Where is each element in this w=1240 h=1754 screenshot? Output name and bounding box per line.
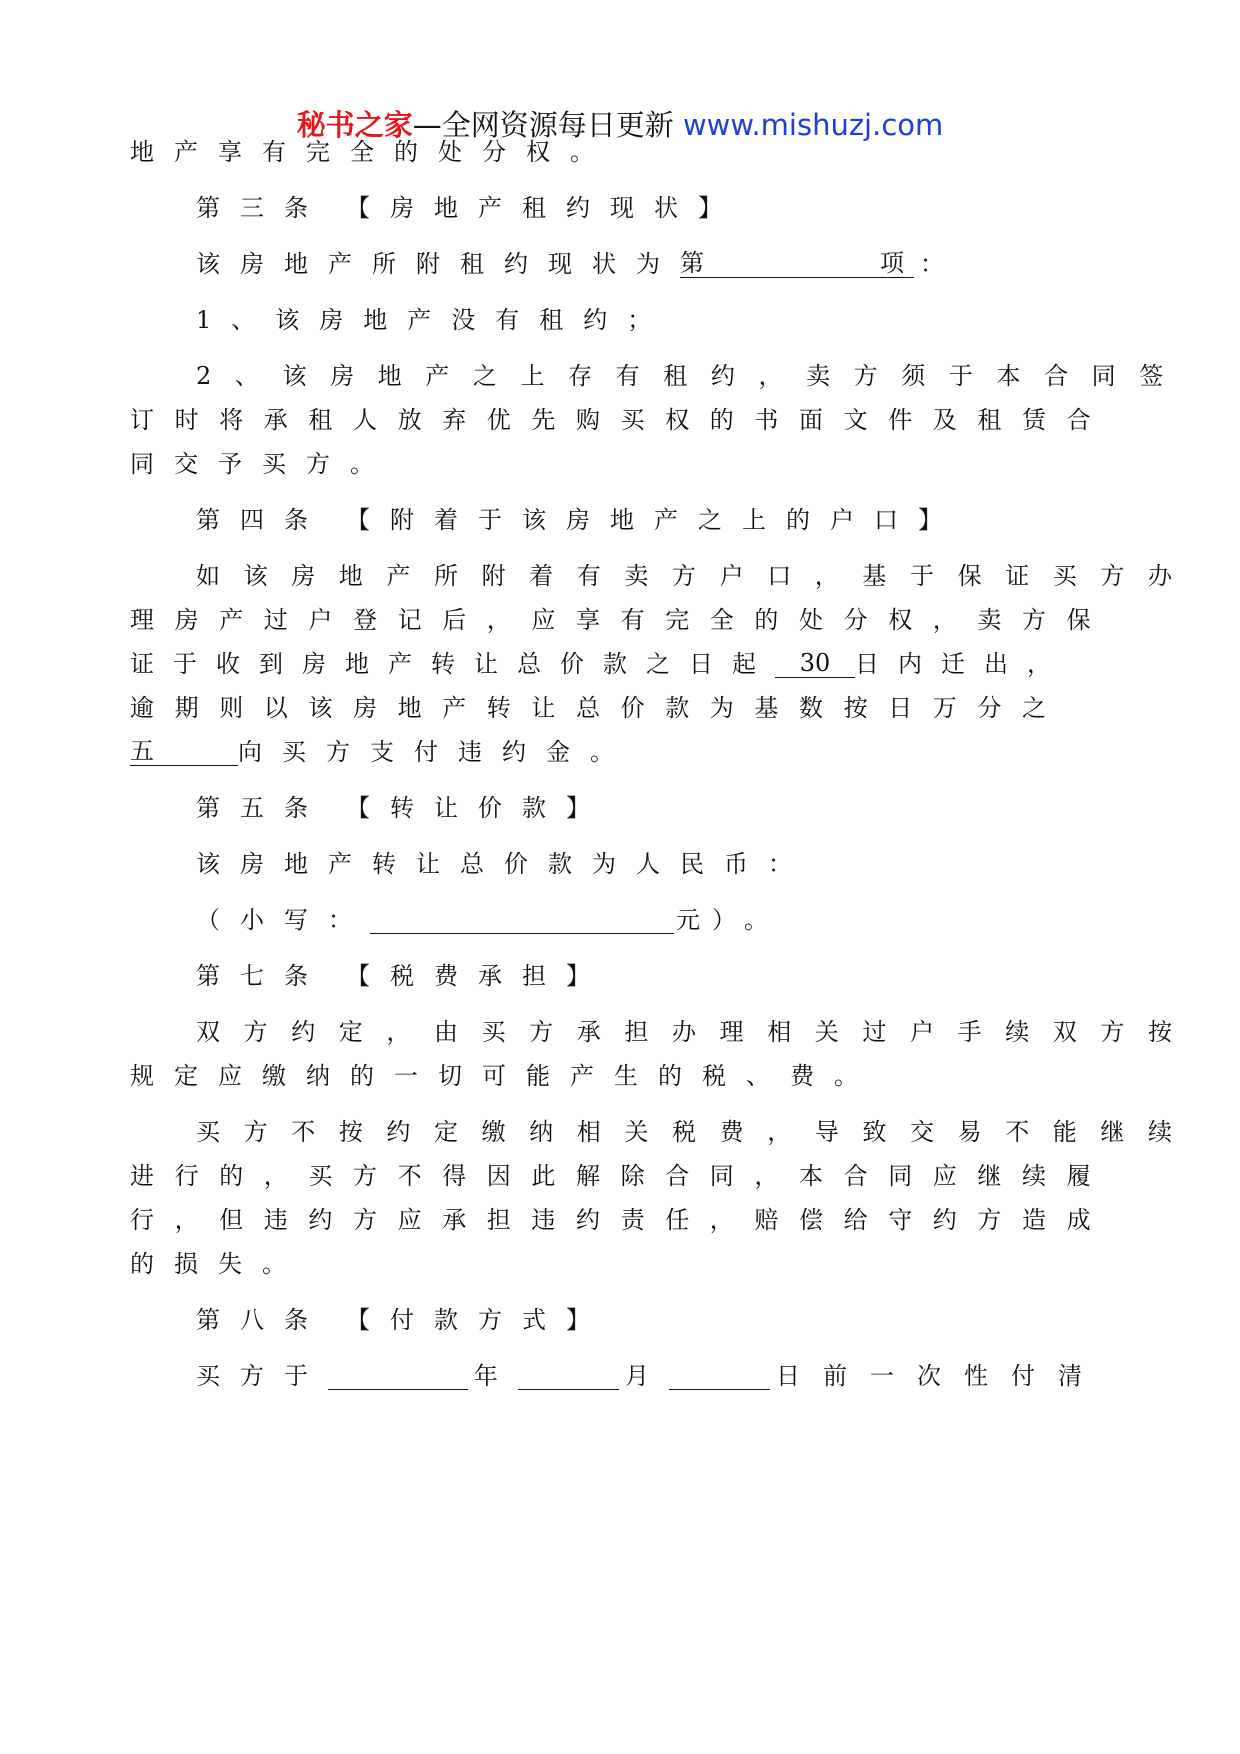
paragraph-line: 进行的，买方不得因此解除合同，本合同应继续履 (130, 1162, 1112, 1190)
blank-prefix: 第 (680, 249, 704, 277)
article-5-heading (196, 788, 1105, 828)
paragraph-line: 订时将承租人放弃优先购买权的书面文件及租赁合 (130, 406, 1112, 434)
article-number: 第四条 (196, 506, 328, 534)
fill-in-blank-year[interactable] (328, 1362, 468, 1390)
paragraph-line: 该房地产转让总价款为人民币： (196, 850, 812, 878)
article-8-heading (196, 1300, 1105, 1340)
paragraph-line: 双方约定，由买方承担办理相关过户手续双方按 (196, 1018, 1196, 1046)
fill-in-blank-days[interactable]: 30 (775, 650, 855, 678)
line-text: 年 (473, 1362, 518, 1390)
brand-name: 秘书之家 (296, 108, 413, 142)
article-number: 第五条 (196, 794, 328, 822)
article-7-heading (196, 956, 1105, 996)
paragraph-line: 行，但违约方应承担违约责任，赔偿给守约方造成 (130, 1206, 1112, 1234)
paragraph-line (196, 900, 1105, 940)
paragraph-line (130, 732, 1105, 772)
line-text: 该房地产所附租约现状为 (196, 250, 680, 278)
article-3-heading (196, 188, 1105, 228)
line-text: 日内迁出， (855, 650, 1070, 678)
fill-in-blank-day[interactable] (669, 1362, 770, 1390)
website-link[interactable]: www.mishuzj.com (682, 108, 944, 142)
paragraph-line (196, 1356, 1105, 1396)
article-4-heading (196, 500, 1105, 540)
line-text: ）。 (712, 906, 788, 934)
paragraph-line: 买方不按约定缴纳相关税费，导致交易不能继续 (196, 1118, 1196, 1146)
paragraph-line: 1、该房地产没有租约； (196, 306, 672, 334)
paragraph-line (130, 644, 1105, 684)
paragraph-line: 地产享有完全的处分权。 (130, 138, 614, 166)
article-number: 第七条 (196, 962, 328, 990)
currency-unit: 元 (676, 906, 720, 934)
paragraph-line: 规定应缴纳的一切可能产生的税、费。 (130, 1062, 878, 1090)
paragraph-line: 的损失。 (130, 1250, 306, 1278)
article-title: 【税费承担】 (346, 962, 610, 990)
line-text: 证于收到房地产转让总价款之日起 (130, 650, 775, 678)
line-text: （小写： (196, 906, 372, 934)
fill-in-blank-month[interactable] (518, 1362, 619, 1390)
fill-in-blank-rate[interactable]: 五 (130, 738, 238, 766)
article-title: 【付款方式】 (346, 1306, 610, 1334)
fill-in-blank-price[interactable] (370, 906, 674, 934)
line-text: 日前一次性付清 (776, 1362, 1105, 1390)
paragraph-line: 理房产过户登记后，应享有完全的处分权，卖方保 (130, 606, 1112, 634)
line-text: 月 (624, 1362, 669, 1390)
paragraph-line (196, 244, 1105, 284)
fill-in-blank-lease-item[interactable] (680, 250, 914, 278)
line-text: ： (920, 250, 964, 278)
paragraph-line: 同交予买方。 (130, 450, 394, 478)
header-tagline: —全网资源每日更新 (412, 108, 674, 142)
paragraph-line: 2、该房地产之上存有租约，卖方须于本合同签 (196, 362, 1187, 390)
line-text: 向买方支付违约金。 (238, 738, 634, 766)
article-title: 【附着于该房地产之上的户口】 (346, 506, 962, 534)
paragraph-line: 如该房地产所附着有卖方户口，基于保证买方办 (196, 562, 1196, 590)
blank-suffix: 项 (880, 249, 904, 277)
article-title: 【房地产租约现状】 (346, 194, 742, 222)
article-title: 【转让价款】 (346, 794, 610, 822)
article-number: 第八条 (196, 1306, 328, 1334)
line-text: 买方于 (196, 1362, 328, 1390)
paragraph-line: 逾期则以该房地产转让总价款为基数按日万分之 (130, 694, 1067, 722)
article-number: 第三条 (196, 194, 328, 222)
